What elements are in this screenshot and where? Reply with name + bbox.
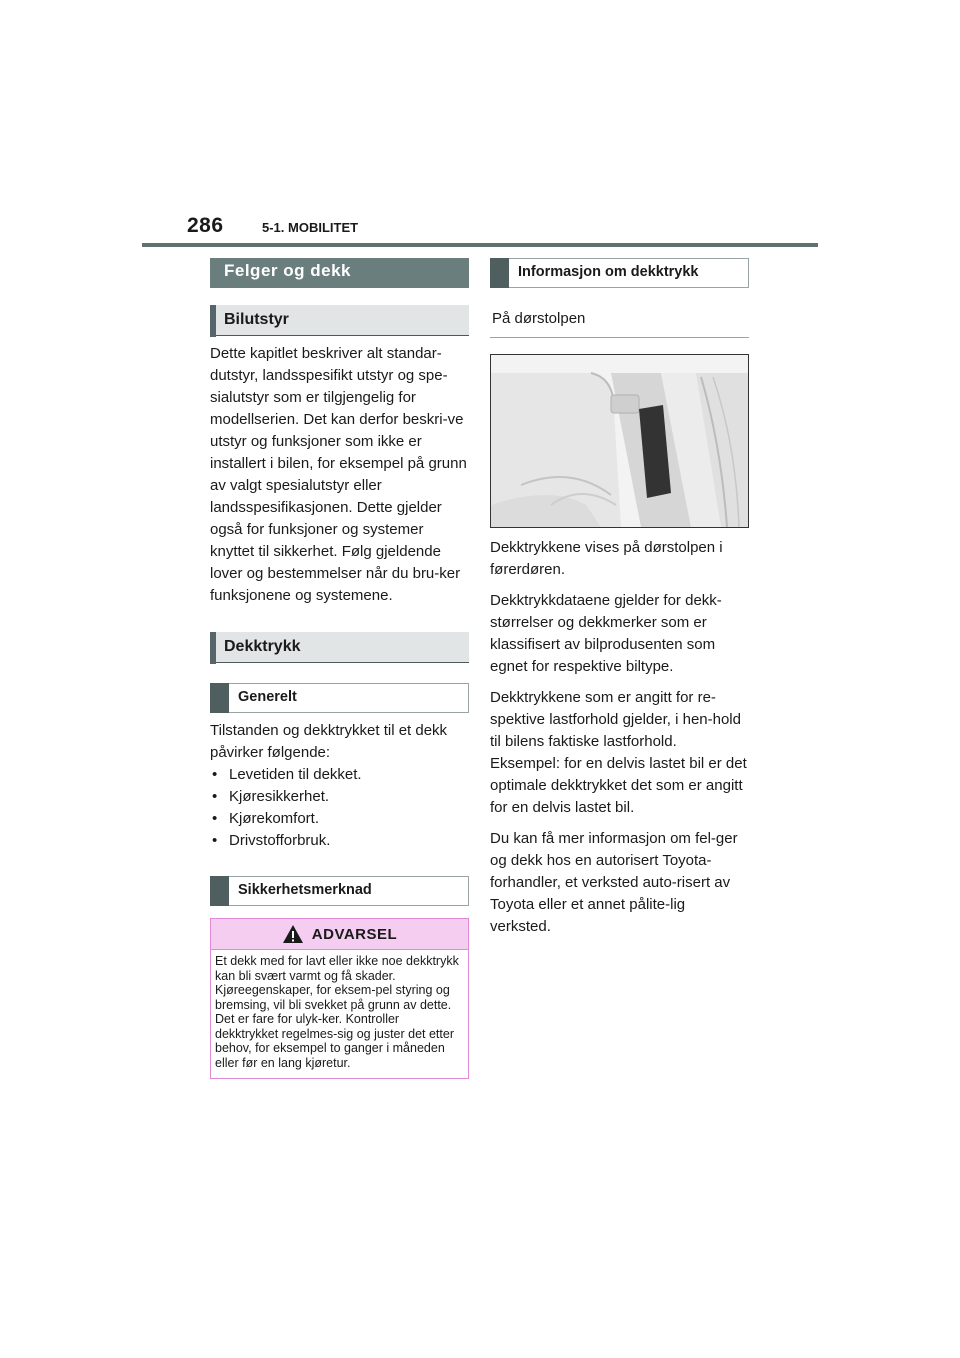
location-label: På dørstolpen	[490, 302, 749, 338]
door-pillar-illustration	[490, 354, 749, 528]
paragraph: Dekktrykkdataene gjelder for dekk-størrelser og dekkmerker som er klassifisert av bilprodusenten som egnet for respektive biltype.	[490, 592, 722, 675]
heading-sikkerhetsmerknad: Sikkerhetsmerknad	[210, 876, 469, 906]
warning-box	[210, 918, 469, 1079]
warning-text: Et dekk med for lavt eller ikke noe dekktrykk kan bli svært varmt og få skader. Kjøreegenskaper, for eksem-pel styring og bremsing, vil bli svekket på grunn av dette. Det er fare for ulyk-ker. Kontroller dekktrykket regelmes-sig og juster det etter behov, for eksempel to ganger i måneden eller før en lang kjøretur.	[215, 954, 459, 1070]
warning-title: ADVARSEL	[311, 925, 398, 943]
chapter-title: 5-1. MOBILITET	[262, 220, 359, 235]
paragraph: Du kan få mer informasjon om fel-ger og dekk hos en autorisert Toyota-forhandler, et verksted auto-risert av Toyota eller et annet pålite-lig verksted.	[490, 830, 738, 935]
list-item: • Drivstofforbruk.	[210, 830, 469, 852]
paragraph: Dekktrykkene som er angitt for re-spektive lastforhold gjelder, i hen-hold til bilens faktiske lastforhold. Eksempel: for en delvis lastet bil er det optimale dekktrykket det som er angitt for en delvis lastet bil.	[490, 689, 747, 816]
list-item: • Kjørekomfort.	[210, 808, 469, 830]
warning-header	[211, 919, 468, 950]
generelt-bullet-list	[210, 764, 469, 852]
heading-generelt: Generelt	[210, 683, 469, 713]
header-rule	[142, 243, 818, 247]
warning-triangle-icon	[282, 924, 304, 944]
left-column	[210, 258, 469, 1079]
right-column	[490, 258, 749, 938]
section-banner: Felger og dekk	[210, 258, 469, 288]
bilutstyr-text: Dette kapitlet beskriver alt standar-dutstyr, landsspesifikt utstyr og spe-sialutstyr som er tilgjengelig for modellserien. Det kan derfor beskri-ve utstyr og funksjoner som ikke er installert i bilen, for eksempel på grunn av valgt spesialutstyr eller landsspesifikasjonen. Dette gjelder også for funksjoner og systemer knyttet til sikkerhet. Følg gjeldende lover og bestemmelser når du bru-ker funksjonene og systemene.	[210, 345, 467, 604]
list-item: • Kjøresikkerhet.	[210, 786, 469, 808]
list-item: • Levetiden til dekket.	[210, 764, 469, 786]
generelt-intro: Tilstanden og dekktrykket til et dekk påvirker følgende:	[210, 722, 448, 761]
heading-dekktrykk: Dekktrykk	[210, 632, 469, 663]
heading-informasjon-om-dekktrykk: Informasjon om dekktrykk	[490, 258, 749, 288]
page-number: 286	[187, 214, 224, 237]
paragraph: Dekktrykkene vises på dørstolpen i førerdøren.	[490, 539, 723, 578]
heading-bilutstyr: Bilutstyr	[210, 305, 469, 336]
